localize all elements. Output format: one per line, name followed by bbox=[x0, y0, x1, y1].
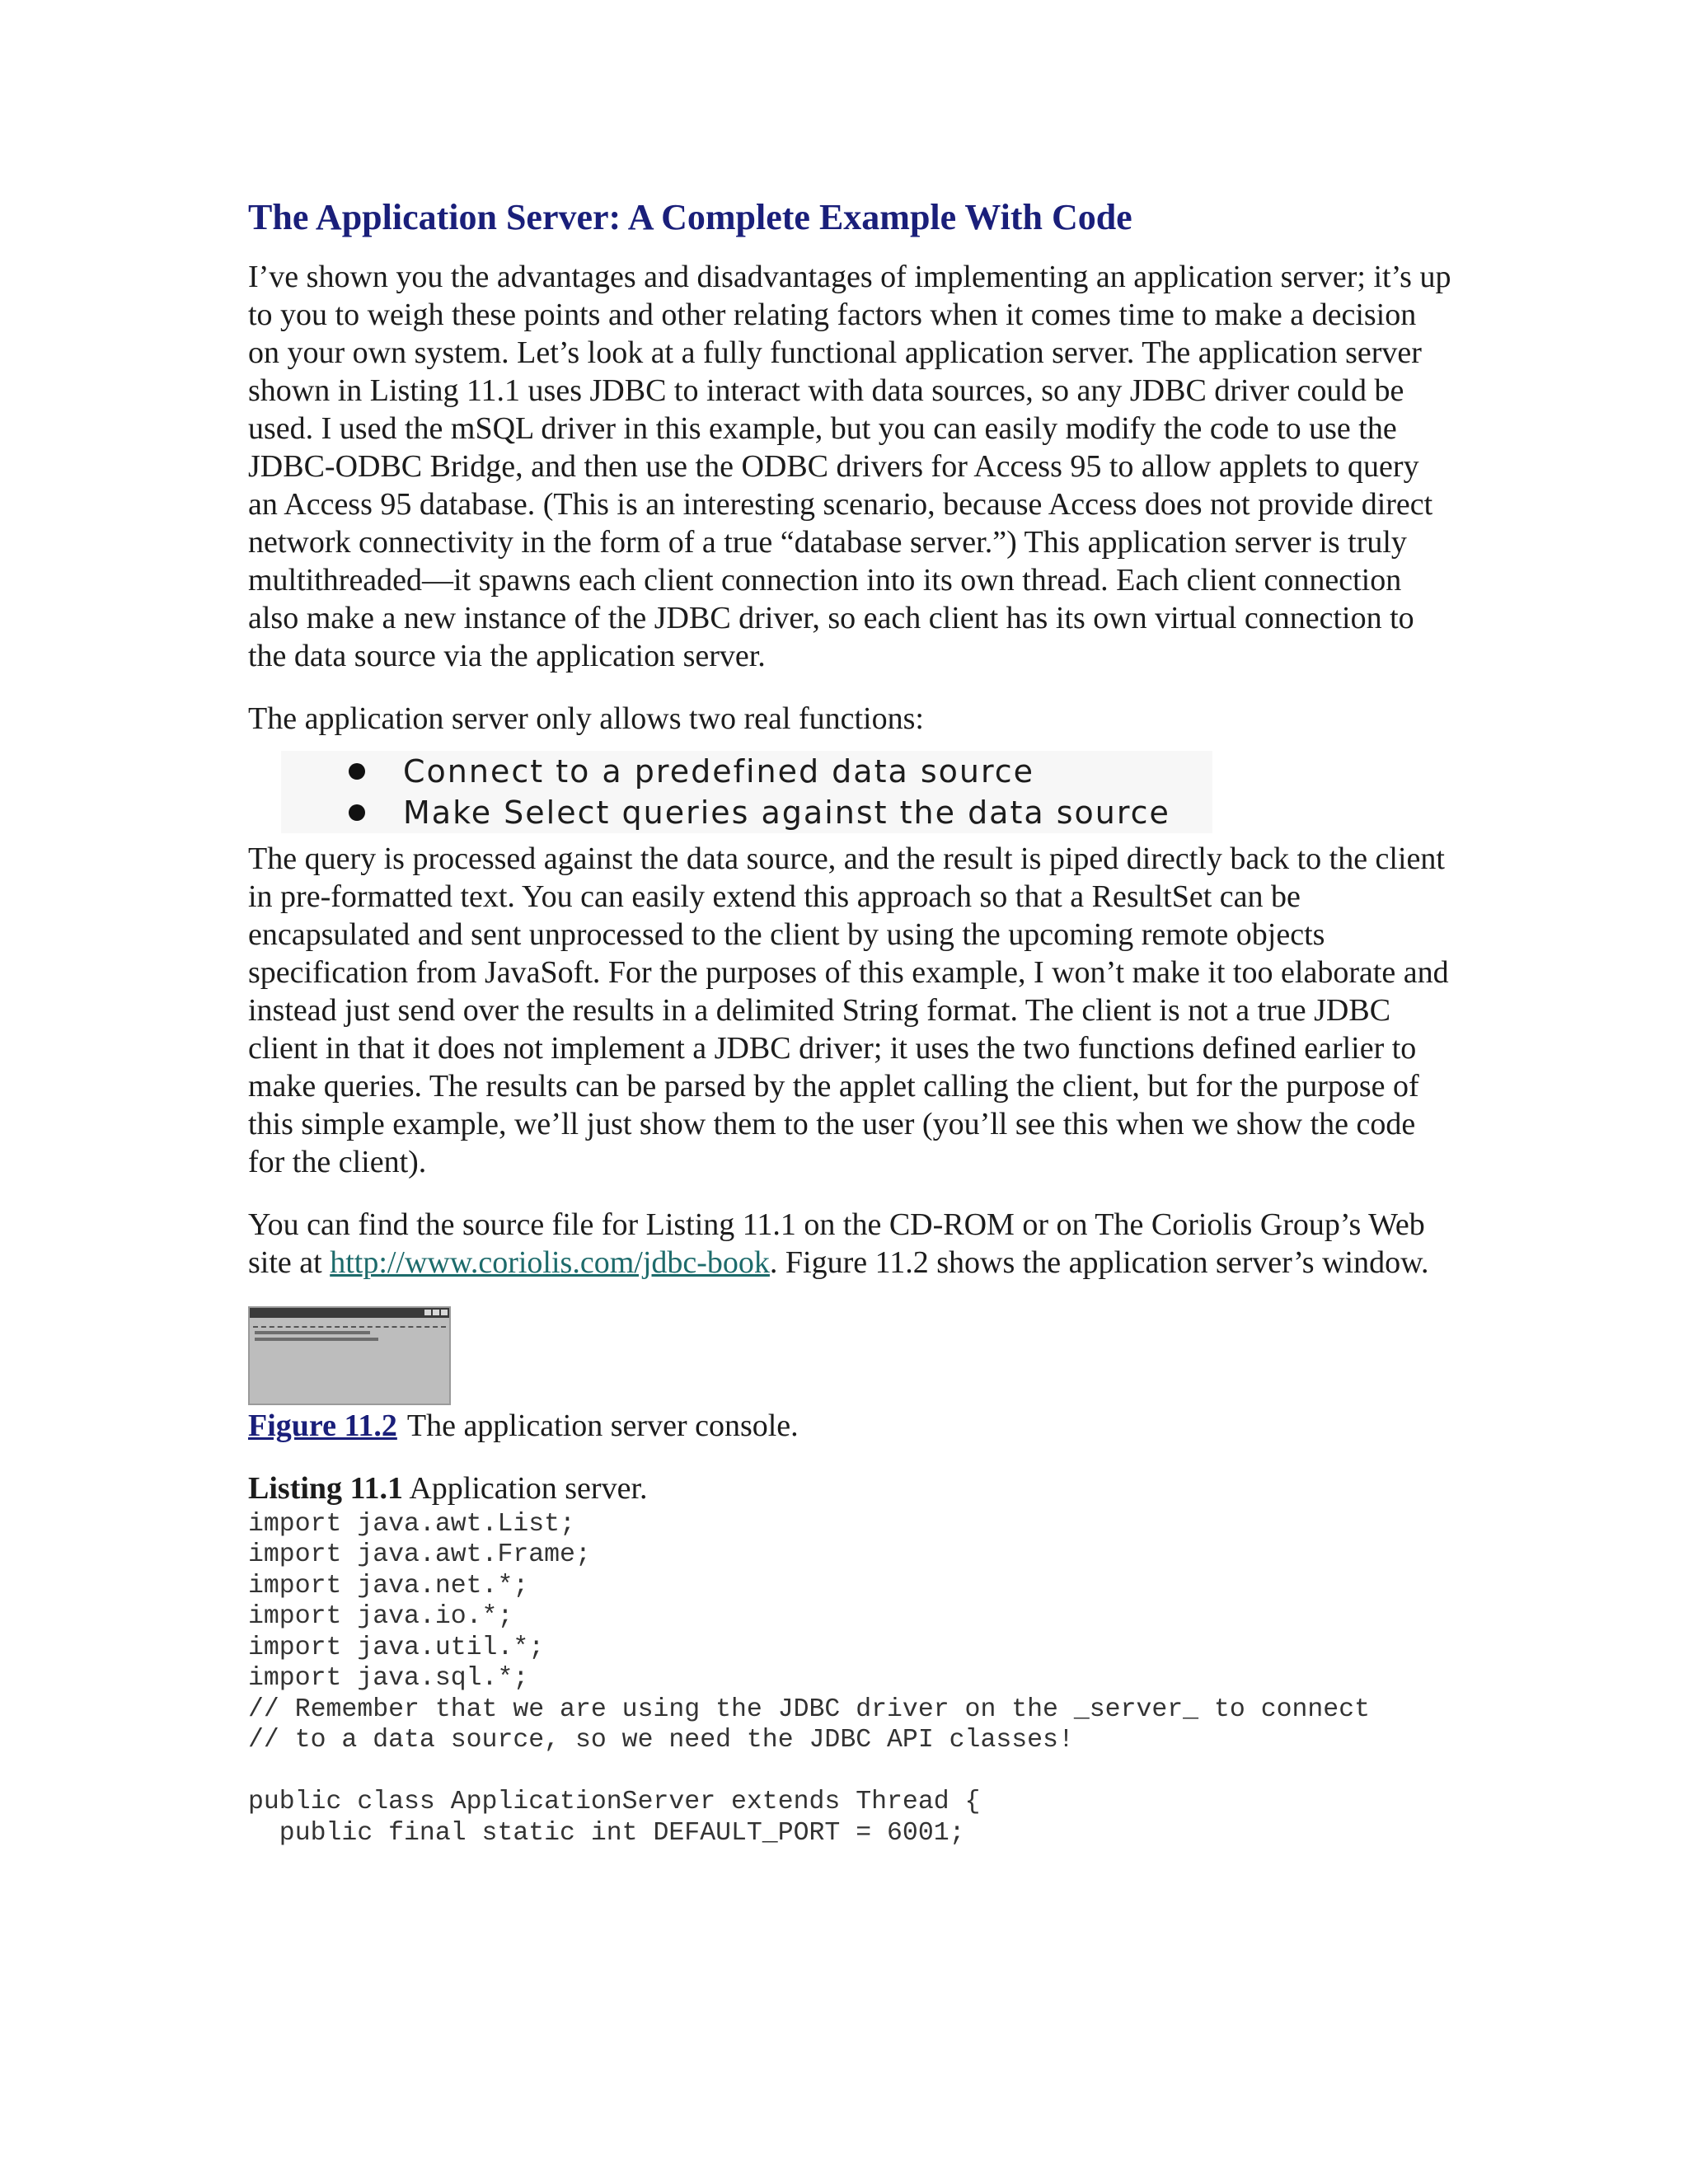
list-item bbox=[281, 792, 1212, 833]
minimize-icon bbox=[424, 1310, 431, 1315]
close-icon bbox=[441, 1310, 448, 1315]
section-title: The Application Server: A Complete Example With Code bbox=[248, 197, 1132, 237]
source-paragraph bbox=[248, 1206, 1451, 1282]
thumbnail-text-line bbox=[255, 1331, 370, 1334]
query-paragraph: The query is processed against the data source, and the result is piped directly back to the client in pre-formatted text. You can easily extend this approach so that a ResultSet can be encapsulated and sent unprocessed to the client by using the upcoming remote objects specification from JavaSoft. For the purposes of this example, I won’t make it too elaborate and instead just send over the results in a delimited String format. The client is not a true JDBC client in that it does not implement a JDBC driver; it uses the two functions defined earlier to make queries. The results can be parsed by the applet calling the client, but for the purpose of this simple example, we’ll just show them to the user (you’ll see this when we show the code for the client). bbox=[248, 841, 1449, 1179]
figure-caption-text: The application server console. bbox=[406, 1408, 799, 1443]
listing-caption: Application server. bbox=[409, 1470, 648, 1506]
document-page bbox=[248, 196, 1451, 1849]
source-text-before: You can find the source file for Listing 11.1 on the CD-ROM or on The Coriolis Group’s Web site at bbox=[248, 1207, 1425, 1280]
figure-link[interactable]: Figure 11.2 bbox=[248, 1408, 397, 1443]
thumbnail-title-bar bbox=[250, 1308, 449, 1318]
thumbnail-divider bbox=[253, 1326, 446, 1328]
source-text-after: . Figure 11.2 shows the application server’s window. bbox=[769, 1244, 1429, 1280]
thumbnail-text-line bbox=[255, 1338, 378, 1341]
coriolis-link[interactable]: http://www.coriolis.com/jdbc-book bbox=[330, 1244, 770, 1280]
list-item-text: Connect to a predefined data source bbox=[403, 752, 1035, 790]
figure-caption bbox=[248, 1407, 1451, 1445]
figure-thumbnail[interactable] bbox=[248, 1306, 451, 1405]
functions-intro-paragraph: The application server only allows two real functions: bbox=[248, 701, 924, 736]
maximize-icon bbox=[433, 1310, 439, 1315]
bullet-icon bbox=[349, 804, 365, 821]
listing-label: Listing 11.1 bbox=[248, 1470, 403, 1506]
listing-title bbox=[248, 1469, 1451, 1507]
list-item bbox=[281, 751, 1212, 792]
code-block: import java.awt.List; import java.awt.Frame; import java.net.*; import java.io.*; import java.util.*; import java.sql.*; // Remember that we are using the JDBC driver on the _server_ to connect // to a data source, so we need the JDBC API classes! public class ApplicationServer extends Thread { public final static int DEFAULT_PORT = 6001; bbox=[248, 1509, 1371, 1848]
function-list bbox=[281, 751, 1212, 833]
bullet-icon bbox=[349, 763, 365, 780]
intro-paragraph: I’ve shown you the advantages and disadvantages of implementing an application server; it’s up to you to weigh these points and other relating factors when it comes time to make a decision on your own system. Let’s look at a fully functional application server. The application server shown in Listing 11.1 uses JDBC to interact with data sources, so any JDBC driver could be used. I used the mSQL driver in this example, but you can easily modify the code to use the JDBC-ODBC Bridge, and then use the ODBC drivers for Access 95 to allow applets to query an Access 95 database. (This is an interesting scenario, because Access does not provide direct network connectivity in the form of a true “database server.”) This application server is truly multithreaded—it spawns each client connection into its own thread. Each client connection also make a new instance of the JDBC driver, so each client has its own virtual connection to the data source via the application server. bbox=[248, 259, 1451, 673]
list-item-text: Make Select queries against the data source bbox=[403, 794, 1170, 831]
